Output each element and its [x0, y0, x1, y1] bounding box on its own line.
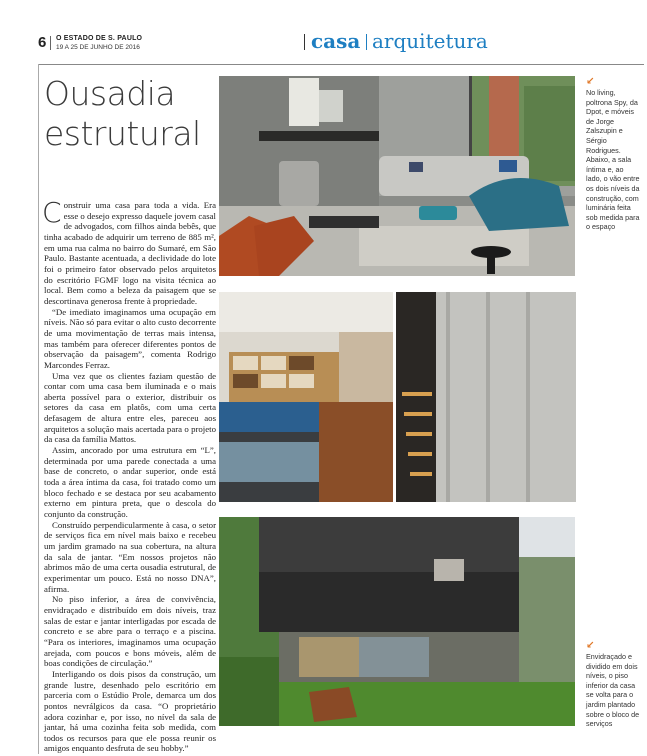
drop-cap: C	[42, 196, 62, 229]
paragraph-2: “De imediato imaginamos uma ocupação em níveis. Não só para evitar o alto custo decorrente de uma movimentação de terras mais intensa, mas também para oferecer diferentes pontos de observação da paisagem”, comenta Rodrigo Marcondes Ferraz.	[44, 306, 216, 370]
paragraph-5: Construído perpendicularmente à casa, o setor de serviços fica em nível mais baixo e recebeu um jardim gramado na sua cobertura, na altura da sala de jantar. “Em nossos projetos não abrimos mão de uma certa ousadia estrutural, de experimentar um pouco. Está no nosso DNA”, afirma.	[44, 519, 216, 594]
subsection-divider	[366, 34, 367, 50]
paragraph-6: No piso inferior, a área de convivência, envidraçado e distribuído em dois níveis, traz salas de estar e jantar interligadas por escada de concreto e se abre para o terraço e a piscina. “Para os interiores, imaginamos uma ocupação arejada, com poucos e bons móveis, além de boas condições de circulação.”	[44, 594, 216, 669]
house-exterior-illustration	[219, 517, 575, 726]
caption-bottom-arrow-icon: ↙	[586, 640, 595, 651]
living-room-illustration	[219, 76, 575, 276]
intimate-room-photo	[219, 292, 393, 502]
paragraph-7: Interligando os dois pisos da construção, um grande lustre, desenhado pelo escritório em parceria com o Estúdio Prole, demarca um dos pontos nevrálgicos da casa. “O proprietário adora cozinhar e, por isso, no nível da sala de jantar, há uma cozinha feita sob medida, com todos os recursos para que ele possa reunir os amigos enquanto desfruta de seu hobby.”	[44, 668, 216, 754]
headline-line-1: Ousadia	[44, 74, 176, 113]
article-headline	[44, 74, 224, 154]
caption-top-arrow-icon: ↙	[586, 76, 595, 87]
caption-top: No living, poltrona Spy, da Dpot, e móveis de Jorge Zalszupin e Sérgio Rodrigues. Abaixo, a sala íntima e, ao lado, o vão entre os dois níveis da construção, com luminária feita sob medida para o espaço	[586, 88, 640, 232]
stair-void-illustration	[396, 292, 576, 502]
stair-void-photo	[396, 292, 576, 502]
page-number-divider	[50, 36, 51, 50]
section-divider	[304, 34, 305, 50]
caption-bottom: Envidraçado e dividido em dois níveis, o piso inferior da casa se volta para o jardim plantado sobre o bloco de serviços	[586, 652, 640, 729]
headline-line-2: estrutural	[44, 114, 201, 153]
newspaper-name: O ESTADO DE S. PAULO	[56, 35, 143, 42]
top-rule	[38, 64, 644, 65]
paragraph-4: Assim, ancorado por uma estrutura em “L”, determinada por uma parede conectada a uma base de concreto, o andar superior, onde está toda a área íntima da casa, foi tratado como um bloco fechado e se destaca por seu acabamento externo em pintura preta, que o descola do conjunto da construção.	[44, 445, 216, 520]
article-body	[42, 196, 216, 754]
paragraph-1-text: onstruir uma casa para toda a vida. Era esse o desejo expresso daquele jovem casal de advogados, com filhos ainda bebês, que tinha acabado de adquirir um terreno de 885 m², em uma rua calma no bairro do Sumaré, em São Paulo. Bastante acentuada, a declividade do lote foi o primeiro fator observado pelos arquitetos do escritório FGMF logo na visita técnica ao local. Bem como a beleza da paisagem que se descortinava generosa frente à propriedade.	[44, 200, 216, 306]
subsection-title: arquitetura	[372, 29, 488, 53]
paragraph-3: Uma vez que os clientes faziam questão de contar com uma casa bem iluminada e o mais aberta possível para o exterior, distribuir os setores da casa em platôs, com uma certa defasagem de altura entre eles, pareceu aos arquitetos a solução mais acertada para o projeto da casa da família Mattos.	[44, 370, 216, 445]
masthead	[0, 0, 647, 60]
paragraph-1	[42, 196, 216, 307]
living-room-photo	[219, 76, 575, 276]
page-number: 6	[38, 34, 47, 51]
intimate-room-illustration	[219, 292, 393, 502]
house-exterior-photo	[219, 517, 575, 726]
issue-date: 19 A 25 DE JUNHO DE 2016	[56, 44, 140, 51]
section-title: casa	[311, 29, 361, 53]
left-rule	[38, 64, 39, 754]
